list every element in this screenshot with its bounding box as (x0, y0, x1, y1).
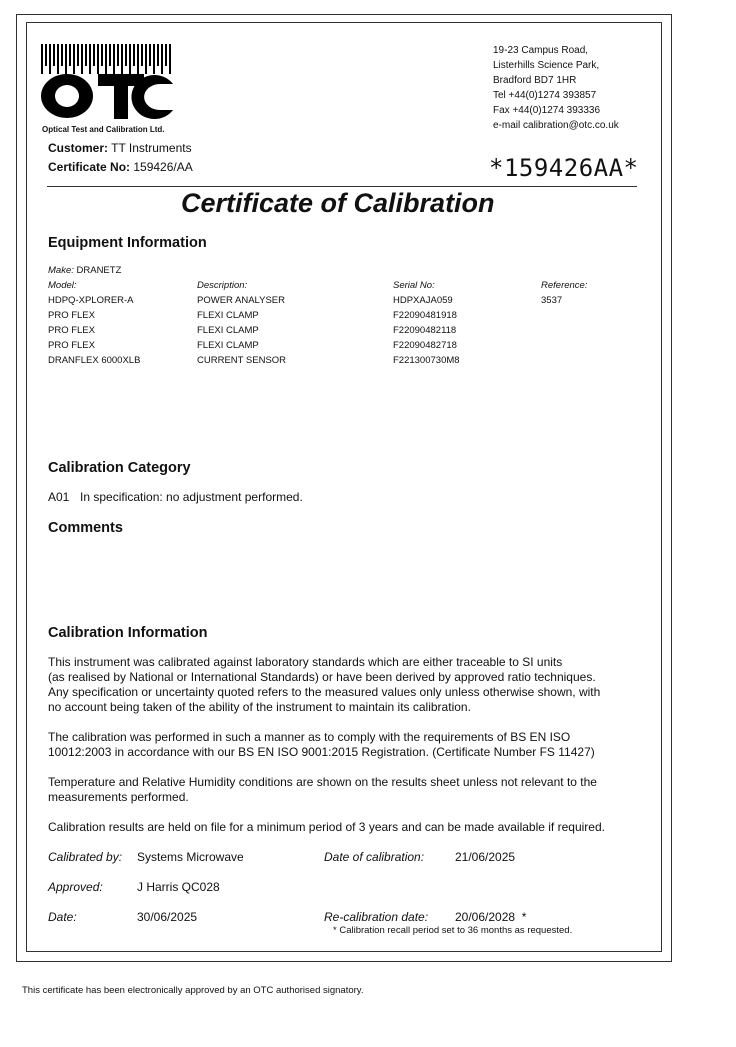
table-cell-model: PRO FLEX (48, 325, 95, 336)
fax-line: Fax +44(0)1274 393336 (493, 105, 601, 116)
customer-line (48, 141, 192, 155)
table-cell-serial: HDPXAJA059 (393, 295, 453, 306)
address-line: Listerhills Science Park, (493, 60, 600, 71)
header-divider (47, 186, 637, 187)
table-cell-description: FLEXI CLAMP (197, 340, 259, 351)
category-heading: Calibration Category (48, 460, 191, 476)
footer-note: This certificate has been electronically approved by an OTC authorised signatory. (22, 985, 364, 996)
calibration-paragraph-3 (48, 775, 597, 805)
table-cell-serial: F221300730M8 (393, 355, 460, 366)
calibration-paragraph-1 (48, 655, 600, 715)
paragraph-line: (as realised by National or International Standards) or have been derived by approved ratio techniques. (48, 670, 596, 684)
date-of-calibration-label: Date of calibration: (324, 850, 425, 864)
paragraph-line: Calibration results are held on file for a minimum period of 3 years and can be made available if required. (48, 820, 605, 834)
table-cell-description: FLEXI CLAMP (197, 310, 259, 321)
certificate-number-line (48, 160, 193, 174)
calibration-info-heading: Calibration Information (48, 625, 208, 641)
date-label: Date: (48, 910, 77, 924)
barcode-text: *159426AA* (489, 154, 639, 182)
otc-logo (40, 44, 175, 124)
address-line: Bradford BD7 1HR (493, 75, 577, 86)
table-cell-serial: F22090481918 (393, 310, 457, 321)
paragraph-line: The calibration was performed in such a manner as to comply with the requirements of BS EN ISO (48, 730, 571, 744)
table-cell-model: HDPQ-XPLORER-A (48, 295, 134, 306)
recall-note: * Calibration recall period set to 36 months as requested. (333, 925, 573, 936)
category-code: A01 (48, 490, 70, 504)
paragraph-line: Temperature and Relative Humidity conditions are shown on the results sheet unless not relevant to the (48, 775, 597, 789)
category-text: In specification: no adjustment performed. (80, 490, 303, 504)
calibration-paragraph-2 (48, 730, 595, 760)
table-cell-description: FLEXI CLAMP (197, 325, 259, 336)
table-cell-description: CURRENT SENSOR (197, 355, 287, 366)
certificate-label: Certificate No: (48, 160, 131, 174)
paragraph-line: measurements performed. (48, 790, 189, 804)
paragraph-line: This instrument was calibrated against laboratory standards which are either traceable to SI units (48, 655, 563, 669)
calibrated-by-value: Systems Microwave (137, 850, 244, 864)
date-of-calibration-value: 21/06/2025 (455, 850, 516, 864)
calibration-paragraph-4 (48, 820, 605, 835)
address-line: 19-23 Campus Road, (493, 45, 589, 56)
date-value: 30/06/2025 (137, 910, 198, 924)
make-value: DRANETZ (76, 265, 122, 276)
column-header-description: Description: (197, 280, 248, 291)
certificate-value: 159426/AA (133, 160, 193, 174)
table-cell-model: DRANFLEX 6000XLB (48, 355, 141, 366)
paragraph-line: no account being taken of the ability of the instrument to maintain its calibration. (48, 700, 471, 714)
paragraph-line: Any specification or uncertainty quoted refers to the measured values only unless otherwise shown, with (48, 685, 601, 699)
column-header-serial: Serial No: (393, 280, 435, 291)
table-cell-serial: F22090482118 (393, 325, 457, 336)
phone-line: Tel +44(0)1274 393857 (493, 90, 597, 101)
comments-heading: Comments (48, 520, 123, 536)
column-header-model: Model: (48, 280, 77, 291)
recalibration-date-label: Re-calibration date: (324, 910, 429, 924)
table-cell-serial: F22090482718 (393, 340, 457, 351)
make-line (48, 265, 121, 276)
calibrated-by-label: Calibrated by: (48, 850, 123, 864)
table-cell-description: POWER ANALYSER (197, 295, 285, 306)
email-line: e-mail calibration@otc.co.uk (493, 120, 619, 131)
make-label: Make: (48, 265, 74, 276)
company-name: Optical Test and Calibration Ltd. (42, 125, 165, 134)
table-cell-reference: 3537 (541, 295, 563, 306)
recalibration-date-value: 20/06/2028 * (455, 910, 527, 924)
equipment-heading: Equipment Information (48, 235, 207, 251)
approved-value: J Harris QC028 (137, 880, 220, 894)
address-block (493, 43, 619, 133)
customer-value: TT Instruments (111, 141, 192, 155)
approved-label: Approved: (48, 880, 103, 894)
column-header-reference: Reference: (541, 280, 588, 291)
paragraph-line: 10012:2003 in accordance with our BS EN ISO 9001:2015 Registration. (Certificate Number FS 11427) (48, 745, 595, 759)
page-title: Certificate of Calibration (181, 188, 495, 218)
table-cell-model: PRO FLEX (48, 310, 95, 321)
table-cell-model: PRO FLEX (48, 340, 95, 351)
customer-label: Customer: (48, 141, 109, 155)
